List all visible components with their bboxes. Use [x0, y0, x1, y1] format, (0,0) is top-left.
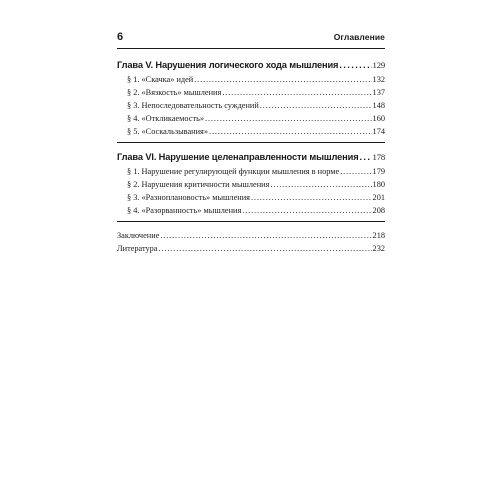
dot-leader — [205, 112, 372, 125]
toc-section[interactable] — [117, 73, 385, 86]
dot-leader — [160, 229, 371, 242]
entry-title: Литература — [117, 244, 158, 253]
section-title: § 2. «Вязкость» мышления — [127, 88, 222, 97]
dot-leader — [270, 178, 371, 191]
table-of-contents — [117, 58, 385, 255]
dot-leader — [222, 86, 371, 99]
toc-bibliography[interactable] — [117, 242, 385, 255]
section-title: § 3. «Разноплановость» мышления — [127, 193, 250, 202]
page-number: 6 — [117, 31, 124, 43]
section-page: 137 — [372, 88, 385, 97]
dot-leader — [339, 58, 371, 72]
section-title: § 5. «Соскальзывания» — [127, 127, 209, 136]
chapter-title: Глава V. Нарушения логического хода мышления — [117, 60, 339, 70]
section-divider — [117, 142, 385, 143]
toc-section[interactable] — [117, 125, 385, 138]
chapter-title: Глава VI. Нарушение целенаправленности мышления — [117, 152, 359, 162]
toc-section[interactable] — [117, 191, 385, 204]
toc-section[interactable] — [117, 112, 385, 125]
dot-leader — [242, 204, 371, 217]
section-divider — [117, 221, 385, 222]
dot-leader — [159, 242, 372, 255]
section-page: 180 — [372, 180, 385, 189]
toc-section[interactable] — [117, 86, 385, 99]
section-title: § 3. Непоследовательность суждений — [127, 101, 259, 110]
section-title: § 1. «Скачка» идей — [127, 75, 194, 84]
entry-page: 232 — [372, 244, 385, 253]
page-header — [117, 30, 385, 50]
section-title: § 1. Нарушение регулирующей функции мышления в норме — [127, 167, 340, 176]
header-rule — [117, 48, 385, 49]
toc-section[interactable] — [117, 178, 385, 191]
dot-leader — [260, 99, 372, 112]
section-page: 201 — [372, 193, 385, 202]
dot-leader — [359, 150, 371, 164]
dot-leader — [209, 125, 372, 138]
section-title: § 4. «Разорванность» мышления — [127, 206, 242, 215]
running-header-title: Оглавление — [333, 32, 385, 42]
dot-leader — [251, 191, 372, 204]
dot-leader — [194, 73, 371, 86]
toc-chapter-5[interactable] — [117, 58, 385, 72]
section-page: 132 — [372, 75, 385, 84]
toc-section[interactable] — [117, 99, 385, 112]
section-page: 148 — [372, 101, 385, 110]
entry-title: Заключение — [117, 231, 160, 240]
section-page: 174 — [372, 127, 385, 136]
section-page: 179 — [372, 167, 385, 176]
section-title: § 2. Нарушения критичности мышления — [127, 180, 270, 189]
dot-leader — [340, 165, 371, 178]
toc-conclusion[interactable] — [117, 229, 385, 242]
section-page: 208 — [372, 206, 385, 215]
toc-section[interactable] — [117, 204, 385, 217]
toc-section[interactable] — [117, 165, 385, 178]
section-title: § 4. «Откликаемость» — [127, 114, 205, 123]
toc-chapter-6[interactable] — [117, 150, 385, 164]
chapter-page: 178 — [372, 152, 385, 162]
entry-page: 218 — [372, 231, 385, 240]
chapter-page: 129 — [372, 60, 385, 70]
section-page: 160 — [372, 114, 385, 123]
